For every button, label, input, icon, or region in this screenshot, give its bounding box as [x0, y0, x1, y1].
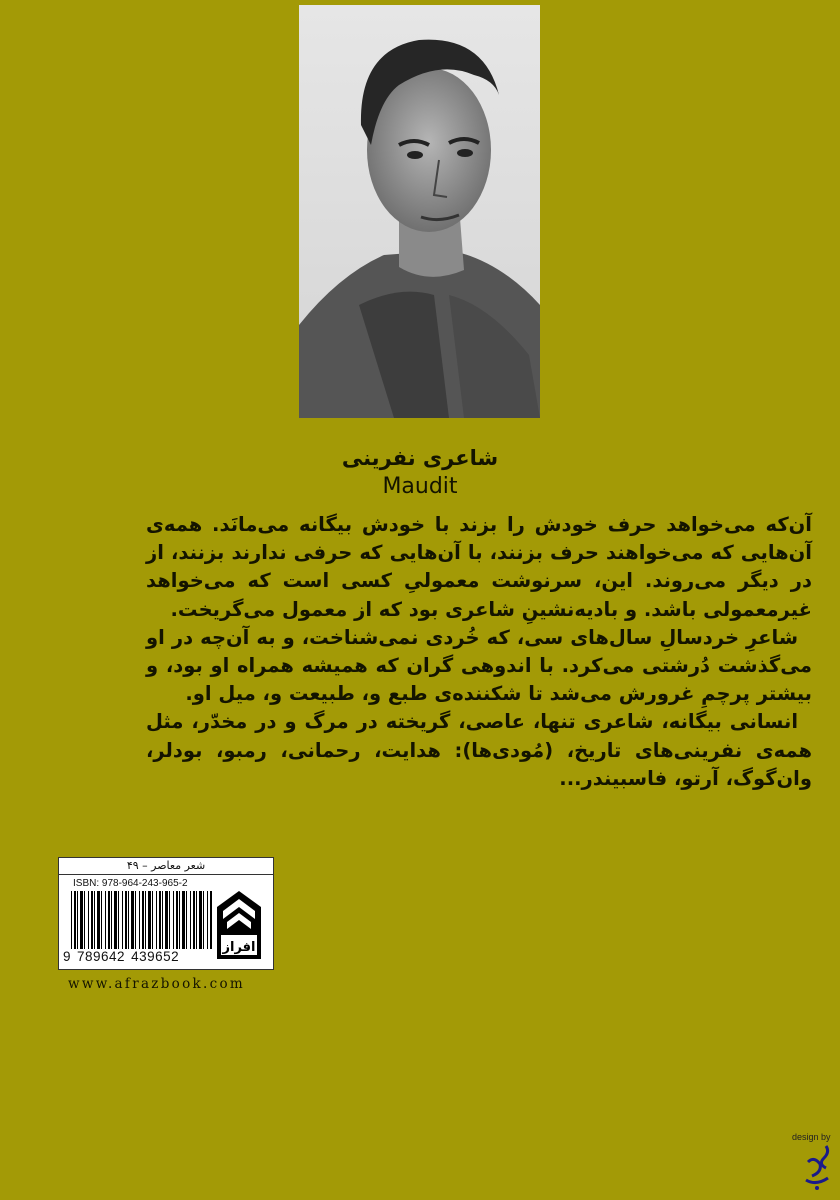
design-credit-label: design by [792, 1132, 831, 1142]
designer-signature-icon [800, 1142, 834, 1192]
series-label: شعر معاصر – ۴۹ [58, 857, 274, 875]
isbn-number: ISBN: 978-964-243-965-2 [73, 878, 188, 889]
blurb-paragraph: آن‌که می‌خواهد حرف خودش را بزند با خودش بیگانه می‌مانَد. همه‌ی آن‌هایی که می‌خواهند حرف بزنند، با آن‌هایی که حرفی ندارند بزنند، از در دیگر می‌روند. این، سرنوشت معمولیِ کسی است که می‌خواهد غیرمعمولی باشد. و بادیه‌نشینِ شاعری بود که از معمول می‌گریخت. [146, 513, 812, 621]
book-title-persian: شاعری نفرینی [341, 446, 499, 470]
barcode-panel [58, 875, 274, 970]
book-title-latin: Maudit [382, 474, 458, 499]
barcode-digit-group: 439652 [131, 949, 180, 964]
blurb-text [146, 511, 812, 793]
poet-portrait [299, 5, 540, 418]
barcode-digits [63, 949, 215, 964]
barcode-icon [71, 891, 213, 949]
publisher-logo-icon [215, 889, 263, 961]
publisher-logo-text: افراز [222, 940, 256, 955]
barcode-digit-group: 789642 [77, 949, 126, 964]
barcode-digit-group: 9 [63, 949, 72, 964]
blurb-paragraph: شاعرِ خردسالِ سال‌های سی، که خُردی نمی‌شناخت، و به آن‌چه در او می‌گذشت دُرشتی می‌کرد. با اندوهی گران که همیشه همراه او بود، و بیشتر پرچمِ غرورش می‌شد تا شکننده‌ی طبع و، طبیعت و، میل او. [146, 625, 812, 706]
publisher-website: www.afrazbook.com [68, 976, 245, 992]
blurb-paragraph: انسانی بیگانه، شاعری تنها، عاصی، گریخته در مرگ و در مخدّر، مثل همه‌ی نفرینی‌های تاریخ، (مُودی‌ها): هدایت، رحمانی، رمبو، بودلر، وان‌گوگ، آرتو، فاسبیندر... [146, 710, 812, 790]
portrait-photo [299, 5, 540, 418]
